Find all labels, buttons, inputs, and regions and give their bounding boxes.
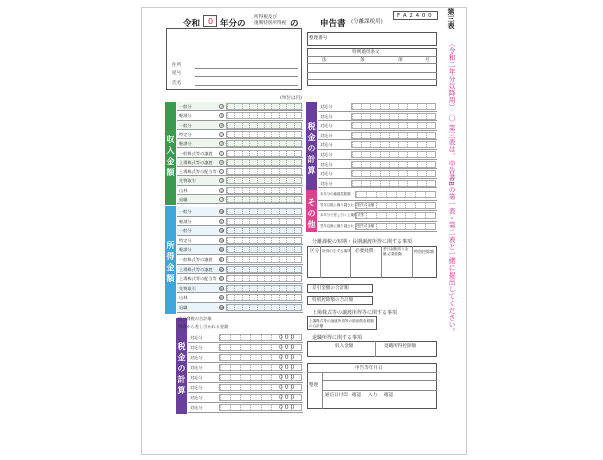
income-row-mark: ネ [220,188,224,193]
listed-title: 上場株式等の譲渡所得等に関する事項 [312,310,398,316]
shotoku-row-mark: 63 [220,277,225,282]
retire-table[interactable] [307,341,437,357]
bunri-v1 [320,246,321,278]
shotoku-row-label: 先物取引 [179,285,196,291]
form-subtitle: (分離課税用) [351,19,383,25]
shotoku-row-label: 軽減分 [179,218,192,224]
bottom-col-e: 確認 [384,393,394,398]
shotoku-row-mark: 64 [220,286,225,291]
sheet-label: 第三表 [447,8,455,29]
tax-left-row-label: 対応分 [190,385,203,390]
shotoku-row-amount-field[interactable] [226,256,302,263]
year-suffix: 年分の [220,19,246,29]
income-row-label: 特定分 [179,131,192,137]
name-label: 氏名 [172,81,182,86]
income-row-label: 上場株式等の譲渡 [179,159,213,165]
tax-right-extra-row-amount-field[interactable] [355,223,436,230]
other-band: その他 [306,190,317,232]
side-note: （令和二年分以降用） 〇 第三表は、申告書Bの第一表・第二表と一緒に提出してください。 [447,40,455,336]
address-label: 住所 [172,63,182,68]
shotoku-row-mark: 58 [220,229,225,234]
shotoku-row-mark: 60 [220,248,225,253]
income-row-mark: ナ [220,160,224,165]
tax-left-zeros: 0 0 0 [279,344,295,351]
tax-right-row-label: 対応分 [320,142,333,148]
tokurei-divider-1 [307,56,437,57]
shotoku-row-label: 特定分 [179,237,192,243]
tokurei-col4: 号 [425,58,430,63]
income-row-amount-field[interactable] [226,168,302,175]
tax-right-row-label: 対応分 [320,132,333,138]
shotoku-row-mark: 62 [220,267,225,272]
tax-left-zeros: 0 0 0 [279,364,295,371]
shotoku-row-amount-field[interactable] [226,208,302,215]
income-row-label: 軽課分 [179,141,192,147]
shotoku-row-amount-field[interactable] [226,218,302,225]
tokurei-divider-3 [307,72,437,73]
tax-right-row-label: 対応分 [320,180,333,186]
tax-left-zeros: 0 0 0 [279,354,295,361]
tax-left-row-label: 対応分 [190,375,203,380]
shotoku-row-label: 一般株式等の譲渡 [179,257,213,262]
bunri-h3: 差引金額(収入金額-必要経費) [383,247,409,256]
shotoku-row-label: 山林 [179,295,188,301]
tax-right-extra-row-amount-field[interactable] [355,191,436,198]
bunri-title: 分離課税の短期・長期譲渡所得に関する事項 [312,239,413,245]
shop-label: 屋号 [172,71,182,76]
income-row-amount-field[interactable] [226,150,302,157]
bunri-v2 [350,246,351,278]
shotoku-row-amount-field[interactable] [226,294,302,301]
income-band: 収入金額 [165,102,176,205]
total-head-1: 総合課税の合計額 [178,316,212,321]
tax-name-line1: 所得税及び [254,15,277,20]
tax-left-row-label: 対応分 [190,345,203,350]
shotoku-row-label: 退職 [179,305,188,310]
shotoku-row-mark: 59 [220,238,225,243]
office-v1 [322,372,323,409]
income-row-amount-field[interactable] [226,196,302,203]
tax-right-row-label: 対応分 [320,171,333,177]
name-line[interactable] [195,85,298,86]
tax-left-row-label: 対応分 [190,395,203,400]
shotoku-row-label: 上場株式等の配当等 [179,276,217,282]
bottom-col-d: 入力 [368,393,378,398]
tokurei-col1: 法 [322,58,327,63]
shotoku-row-mark: 56 [220,210,225,214]
tax-right-row-amount-field[interactable] [351,141,436,148]
bunri-h1: 所得の生ずる場所 [322,249,351,253]
tax-left-zeros: 0 0 0 [279,374,295,381]
tax-right-extra-row-label: 本年分の繰越控除額 [320,192,351,196]
tax-right-row-amount-field[interactable] [351,170,436,177]
shotoku-row-label: 上場株式等の譲渡 [179,266,213,272]
tax-right-row-label: 対応分 [320,152,333,157]
tax-right-row-amount-field[interactable] [351,132,436,139]
tokurei-divider-2 [307,63,437,64]
shotoku-row-label: 一般分 [179,209,192,214]
shotoku-row-mark: 57 [220,219,225,224]
year-field[interactable]: 0 [203,15,217,27]
income-row-mark: ツ [220,132,224,137]
bunri-h2: 必要経費 [355,249,374,254]
tax-calc-right-band: 税金の計算 [306,102,317,190]
income-row-amount-field[interactable] [226,122,302,129]
tax-right-extra-row-label: 翌年以後に繰り越される損失の金額 [320,202,375,207]
bunri-total2: 特別控除額の合計額 [312,298,354,303]
total-head-2: 所得から差し引かれる金額 [178,324,229,329]
income-row-amount-field[interactable] [226,103,302,110]
income-row-mark: ニ [220,170,224,175]
unit-label: (単位は円) [280,96,302,101]
tax-left-zeros: 0 0 0 [279,384,295,391]
income-row-mark: ソ [220,105,224,109]
income-row-label: 軽減分 [179,113,192,119]
tax-right-row-label: 対応分 [320,104,333,109]
shotoku-row-amount-field[interactable] [226,227,302,234]
income-row-label: 先物取引 [179,178,196,184]
tax-left-zeros: 0 0 0 [279,394,295,401]
tax-right-row-amount-field[interactable] [351,161,436,168]
shotoku-row-mark: 65 [220,296,225,301]
income-row-label: 退職 [179,197,188,202]
tax-left-row-label: 対応分 [190,365,203,370]
income-row-amount-field[interactable] [226,187,302,194]
office-line-3 [322,390,437,391]
shotoku-row-amount-field[interactable] [226,275,302,282]
shop-line[interactable] [195,76,298,77]
tax-left-row-label: 対応分 [190,335,203,340]
tax-right-row-label: 対応分 [320,161,333,167]
retire-col1: 収入金額 [335,344,354,349]
income-row-label: 一般分 [179,104,192,109]
tax-right-extra-row-amount-field[interactable] [355,202,436,209]
address-box [166,28,302,90]
retire-divider [375,341,376,357]
tokurei-divider-4 [307,79,437,80]
income-row-label: 一般分 [179,122,192,128]
tax-right-row-amount-field[interactable] [351,180,436,187]
tax-suffix: の [290,19,299,29]
tax-calc-left-band: 税金の計算 [176,318,187,414]
shotoku-row-amount-field[interactable] [226,285,302,292]
income-row-amount-field[interactable] [226,159,302,166]
shotoku-row-amount-field[interactable] [226,266,302,273]
bunri-h4: 特別控除額 [414,249,434,254]
tax-right-row-amount-field[interactable] [351,113,436,120]
income-row-label: 一般株式等の譲渡 [179,150,213,156]
income-row-amount-field[interactable] [226,131,302,138]
bunri-h0: 区分 [310,249,320,254]
income-row-mark: ヌ [220,179,224,184]
income-row-mark: ト [220,151,224,156]
retire-title: 退職所得に関する事項 [312,335,363,341]
shotoku-row-label: 一般分 [179,228,192,234]
bottom-col-b: 通信日付印 [325,393,348,398]
bottom-col-c: 確認 [352,393,362,398]
bottom-col-a: 整理 [309,383,319,388]
tax-right-extra-row-label: 本年分で差し引く上場株式等 [320,213,365,217]
shotoku-band: 所得金額 [165,206,176,314]
tokurei-title: 特例適用条文 [352,50,380,55]
income-row-amount-field[interactable] [226,177,302,184]
tax-left-zeros: 0 0 0 [279,404,295,411]
tax-right-row-amount-field[interactable] [351,151,436,158]
era-label: 令和 [183,19,201,29]
retire-col2: 退職所得控除額 [384,344,417,349]
tax-right-row-amount-field[interactable] [351,122,436,129]
date-label: 申告等年月日 [355,366,383,371]
address-line[interactable] [195,68,298,69]
income-row-mark: タ [220,114,224,119]
income-row-amount-field[interactable] [226,140,302,147]
form-code-box: F A 2 4 0 0 [393,11,438,20]
bunri-v4 [412,246,413,278]
shotoku-row-amount-field[interactable] [226,237,302,244]
tax-right-row-amount-field[interactable] [351,103,436,110]
tax-name-line2: 復興特別所得税 [254,21,287,26]
tokurei-col2: 条 [360,58,365,63]
income-row-mark: ノ [220,198,224,202]
tax-left-zeros: 0 0 0 [279,334,295,341]
income-row-label: 山林 [179,187,188,193]
tax-left-row-label: 対応分 [190,355,203,360]
income-row-label: 上場株式等の配当等 [179,169,217,175]
bunri-total1: 差引金額の合計額 [312,286,349,291]
listed-row: 上場株式等の譲渡所得等の源泉徴収税額の合計額 [309,319,374,328]
tax-right-extra-row-label: 翌年以後に繰り越される損失の金額 [320,223,375,228]
shotoku-row-amount-field[interactable] [226,246,302,253]
tax-right-row-label: 対応分 [320,113,333,119]
tokurei-col3: 項 [398,58,403,63]
shotoku-row-label: 軽課分 [179,247,192,253]
shotoku-row-mark: 66 [220,306,225,310]
office-line-1 [307,372,437,373]
form-title: 申告書 [320,19,346,29]
income-row-amount-field[interactable] [226,112,302,119]
income-row-mark: チ [220,123,224,128]
tax-left-row-label: 対応分 [190,405,203,410]
tax-right-extra-row-amount-field[interactable] [355,212,436,219]
bunri-v3 [381,246,382,278]
shotoku-row-amount-field[interactable] [226,304,302,311]
tax-right-row-label: 対応分 [320,123,333,129]
seiri-number-label: 整理番号 [309,36,328,41]
shotoku-row-mark: 61 [220,258,225,262]
office-line-2 [322,380,437,381]
income-row-mark: テ [220,142,224,147]
